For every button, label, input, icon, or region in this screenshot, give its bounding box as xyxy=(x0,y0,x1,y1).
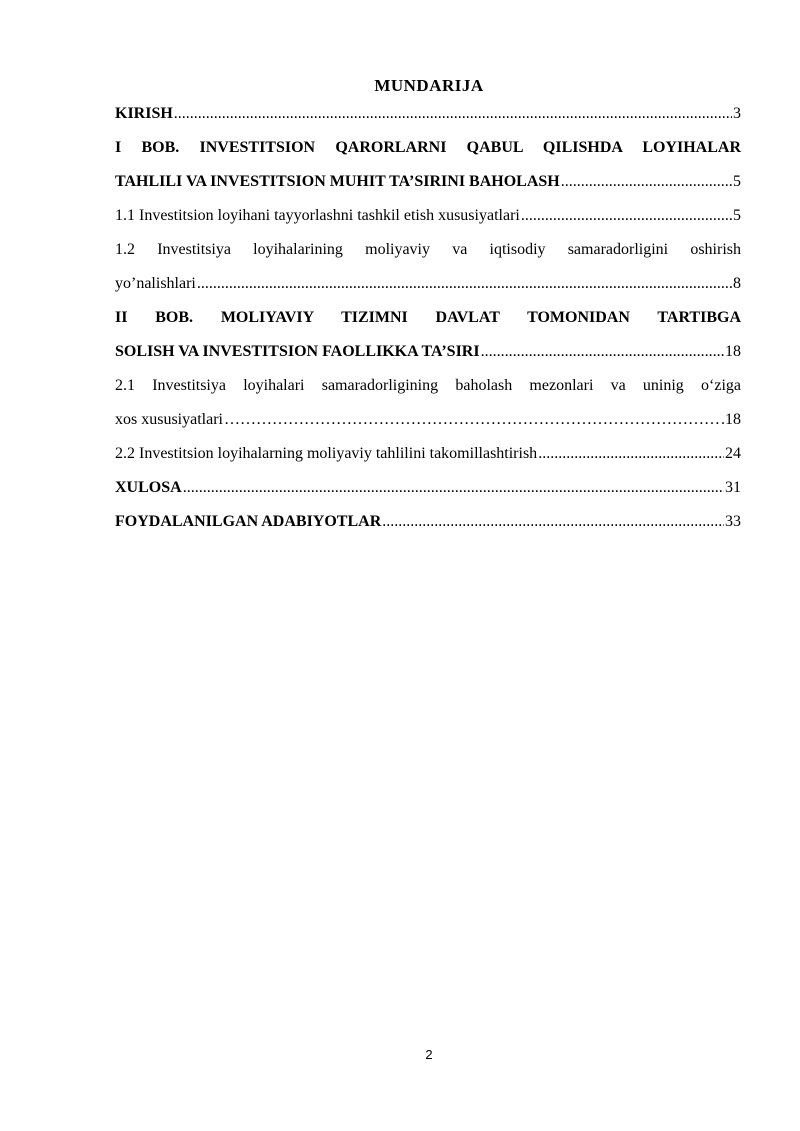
dot-leader xyxy=(538,437,724,471)
toc-page-number: 5 xyxy=(733,207,741,224)
dot-leader xyxy=(382,505,724,539)
toc-entry-adabiyotlar[interactable] xyxy=(115,505,741,539)
toc-entry-kirish[interactable] xyxy=(115,97,741,131)
dot-leader xyxy=(521,199,732,233)
ellipsis-leader xyxy=(224,403,720,437)
dot-leader xyxy=(197,267,732,301)
toc-entry-2-2[interactable] xyxy=(115,437,741,471)
page-number: 2 xyxy=(425,1047,433,1062)
toc-entry-bob2[interactable] xyxy=(115,301,741,369)
toc-page-number: 3 xyxy=(733,105,741,122)
toc-page-number: 33 xyxy=(725,513,741,530)
toc-entry-label: KIRISH xyxy=(115,105,173,122)
toc-entry-2-1[interactable] xyxy=(115,369,741,437)
toc-entry-label: II BOB. MOLIYAVIY TIZIMNI DAVLAT TOMONIDAN TARTIBGA xyxy=(115,309,741,326)
toc-entry-label-cont: xos xususiyatlari xyxy=(115,411,223,428)
toc-entry-label: XULOSA xyxy=(115,479,182,496)
toc-entry-label-cont: SOLISH VA INVESTITSION FAOLLIKKA TA’SIRI xyxy=(115,343,480,360)
toc-page-number: 18 xyxy=(725,343,741,360)
toc-entry-label-cont: TAHLILI VA INVESTITSION MUHIT TA’SIRINI BAHOLASH xyxy=(115,173,560,190)
dot-leader xyxy=(561,165,732,199)
toc-entry-xulosa[interactable] xyxy=(115,471,741,505)
dot-leader xyxy=(174,97,732,131)
toc-entry-label: I BOB. INVESTITSION QARORLARNI QABUL QILISHDA LOYIHALAR xyxy=(115,139,741,156)
table-of-contents xyxy=(115,97,741,539)
toc-entry-label-cont: yo’nalishlari xyxy=(115,275,196,292)
toc-entry-label: FOYDALANILGAN ADABIYOTLAR xyxy=(115,513,382,530)
toc-page-number: 31 xyxy=(725,479,741,496)
toc-entry-1-1[interactable] xyxy=(115,199,741,233)
toc-entry-label: 2.1 Investitsiya loyihalari samaradorligining baholash mezonlari va uninig o‘ziga xyxy=(115,377,741,394)
page-title: MUNDARIJA xyxy=(374,76,484,95)
toc-entry-label: 1.2 Investitsiya loyihalarining moliyaviy va iqtisodiy samaradorligini oshirish xyxy=(115,241,741,258)
toc-entry-1-2[interactable] xyxy=(115,233,741,301)
toc-page-number: 5 xyxy=(733,173,741,190)
toc-page-number: 24 xyxy=(725,445,741,462)
toc-page-number: 8 xyxy=(733,275,741,292)
toc-entry-label: 1.1 Investitsion loyihani tayyorlashni tashkil etish xususiyatlari xyxy=(115,207,520,224)
toc-entry-bob1[interactable] xyxy=(115,131,741,199)
toc-entry-label: 2.2 Investitsion loyihalarning moliyaviy tahlilini takomillashtirish xyxy=(115,445,538,462)
toc-page-number: .18 xyxy=(721,411,741,428)
dot-leader xyxy=(481,335,724,369)
dot-leader xyxy=(183,471,724,505)
